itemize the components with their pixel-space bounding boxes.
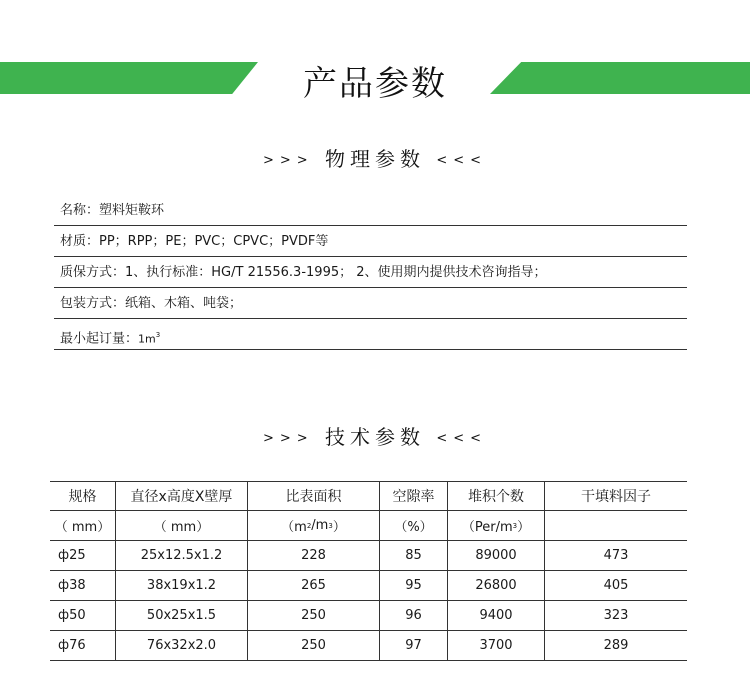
page-title: 产品参数 xyxy=(303,64,447,104)
arrows-left: >>> xyxy=(262,153,314,168)
header-factor: 干填料因子 xyxy=(581,489,651,505)
cell-dims: 25x12.5x1.2 xyxy=(116,541,248,570)
unit-area xyxy=(248,511,380,540)
cell-area: 250 xyxy=(248,631,380,660)
arrows-right: <<< xyxy=(436,431,488,446)
cell-dims: 38x19x1.2 xyxy=(116,571,248,600)
prop-warranty: 质保方式：1、执行标准：HG/T 21556.3-1995； 2、使用期内提供技术咨询指导； xyxy=(54,257,687,288)
cell-void: 95 xyxy=(380,571,448,600)
prop-material: 材质：PP；RPP；PE；PVC；CPVC；PVDF等 xyxy=(54,226,687,257)
unit-area-sup2: 3 xyxy=(328,521,333,530)
unit-area-mid: /m xyxy=(311,518,329,533)
cell-area: 228 xyxy=(248,541,380,570)
arrows-left: >>> xyxy=(262,431,314,446)
header-count: 堆积个数 xyxy=(448,482,545,510)
unit-area-sup1: 2 xyxy=(306,521,312,530)
cell-spec: ф25 xyxy=(50,541,116,570)
cell-factor: 289 xyxy=(603,638,629,653)
header-area: 比表面积 xyxy=(248,482,380,510)
technical-table xyxy=(50,481,687,661)
unit-factor xyxy=(545,511,687,540)
cell-area: 250 xyxy=(248,601,380,630)
technical-section-heading xyxy=(0,421,750,450)
cell-void: 96 xyxy=(380,601,448,630)
cell-void: 97 xyxy=(380,631,448,660)
min-order-label: 最小起订量： xyxy=(60,331,139,347)
cell-dims: 76x32x2.0 xyxy=(116,631,248,660)
cell-factor: 405 xyxy=(603,578,629,593)
cell-count: 89000 xyxy=(448,541,545,570)
table-header-row xyxy=(50,481,687,511)
table-row xyxy=(50,541,687,571)
cell-factor: 323 xyxy=(603,608,629,623)
unit-spec: （ mm） xyxy=(50,511,116,540)
arrows-right: <<< xyxy=(436,153,488,168)
physical-properties-list xyxy=(54,195,687,350)
min-order-value: 1m xyxy=(138,332,156,346)
cell-area: 265 xyxy=(248,571,380,600)
physical-section-title: 物理参数 xyxy=(325,147,425,171)
cell-spec: ф38 xyxy=(50,571,116,600)
unit-count xyxy=(448,511,545,540)
unit-count-pre: （Per/m xyxy=(461,520,513,535)
cell-spec: ф50 xyxy=(50,601,116,630)
header-void: 空隙率 xyxy=(380,482,448,510)
table-units-row xyxy=(50,511,687,541)
technical-section-title: 技术参数 xyxy=(325,425,425,449)
prop-packaging: 包装方式：纸箱、木箱、吨袋； xyxy=(54,288,687,319)
cell-void: 85 xyxy=(380,541,448,570)
unit-count-post: ） xyxy=(517,520,531,535)
table-row xyxy=(50,601,687,631)
cell-dims: 50x25x1.5 xyxy=(116,601,248,630)
unit-count-sup: 3 xyxy=(512,521,518,530)
unit-area-pre: （m xyxy=(281,520,307,535)
cell-count: 9400 xyxy=(448,601,545,630)
unit-void: （%） xyxy=(380,511,448,540)
table-row xyxy=(50,631,687,661)
header-dims: 直径x高度X壁厚 xyxy=(116,482,248,510)
table-row xyxy=(50,571,687,601)
unit-area-post: ） xyxy=(332,520,346,535)
cell-factor: 473 xyxy=(603,548,629,563)
min-order-sup: 3 xyxy=(155,331,161,339)
prop-name: 名称：塑料矩鞍环 xyxy=(54,195,687,226)
cell-spec: ф76 xyxy=(50,631,116,660)
physical-section-heading xyxy=(0,143,750,172)
cell-count: 26800 xyxy=(448,571,545,600)
prop-min-order xyxy=(54,319,687,350)
header-spec: 规格 xyxy=(50,482,116,510)
unit-dims: （ mm） xyxy=(116,511,248,540)
cell-count: 3700 xyxy=(448,631,545,660)
